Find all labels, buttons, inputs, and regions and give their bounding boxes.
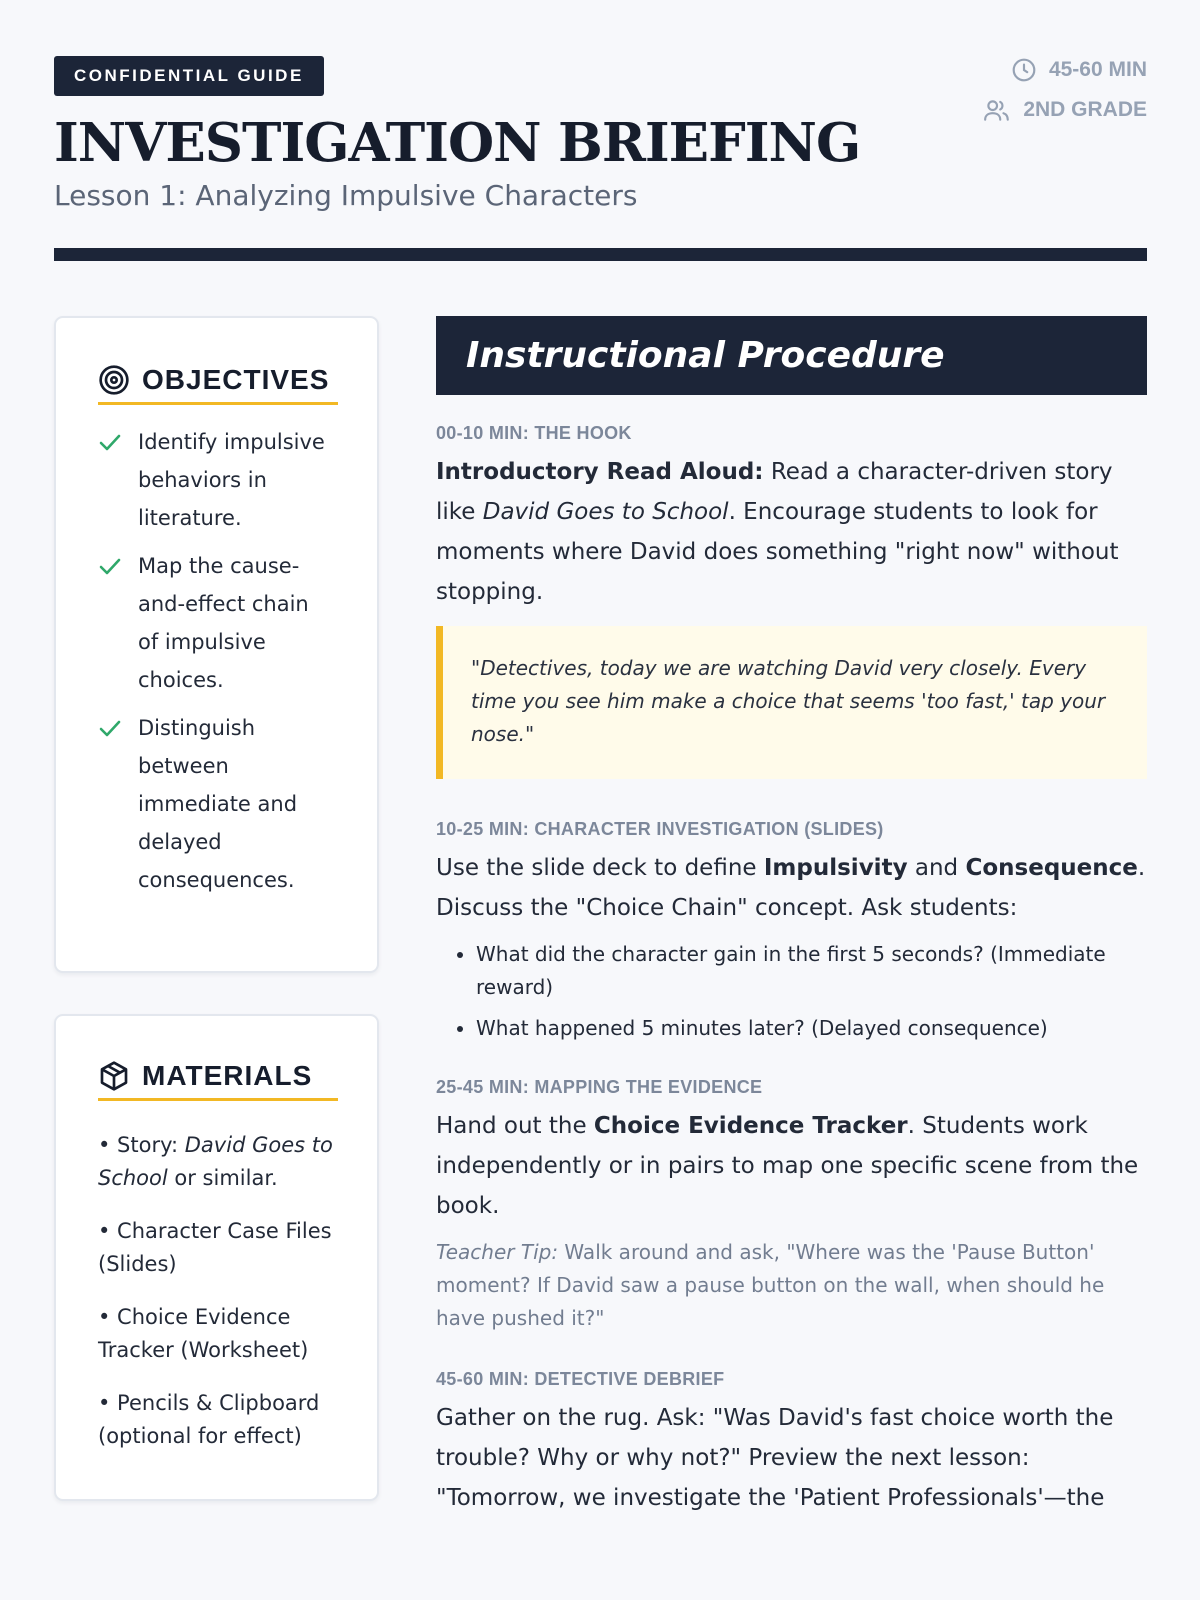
objective-item xyxy=(98,431,335,537)
grade-meta xyxy=(983,96,1147,136)
objectives-title: OBJECTIVES xyxy=(142,364,330,395)
objective-text: Identify impulsive behaviors in literature. xyxy=(138,430,325,530)
lesson-meta xyxy=(983,56,1147,136)
materials-list xyxy=(98,1129,335,1453)
grade-text: 2ND GRADE xyxy=(1023,98,1147,121)
materials-card xyxy=(54,1014,379,1501)
duration-text: 45-60 MIN xyxy=(1048,58,1147,81)
step-label: 45-60 MIN: DETECTIVE DEBRIEF xyxy=(436,1369,725,1389)
page-title: INVESTIGATION BRIEFING xyxy=(54,112,861,174)
objective-item xyxy=(98,717,335,899)
question-item: • What happened 5 minutes later? (Delayed consequence) xyxy=(476,1012,1147,1045)
objective-text: Distinguish between immediate and delayed consequences. xyxy=(138,716,298,892)
question-item: • What did the character gain in the first 5 seconds? (Immediate reward) xyxy=(476,938,1147,1004)
header-divider xyxy=(54,248,1147,261)
page xyxy=(54,56,1147,1511)
step-text: Gather on the rug. Ask: "Was David's fast choice worth the trouble? Why or why not?" Preview the next lesson: "Tomorrow, we investigate the 'Patient Professionals'—the xyxy=(436,1405,1114,1511)
page-subtitle: Lesson 1: Analyzing Impulsive Characters xyxy=(54,179,638,212)
confidential-badge: CONFIDENTIAL GUIDE xyxy=(54,56,324,96)
check-icon xyxy=(98,433,122,453)
procedure-section xyxy=(436,316,1147,1518)
target-icon xyxy=(98,364,130,396)
material-item: • Story: David Goes to School or similar. xyxy=(98,1133,333,1190)
question-list xyxy=(436,938,1147,1045)
step-label: 10-25 MIN: CHARACTER INVESTIGATION (SLIDES) xyxy=(436,819,884,839)
step-text: Use the slide deck to define Impulsivity and Consequence. Discuss the "Choice Chain" concept. Ask students: xyxy=(436,855,1146,921)
procedure-heading: Instructional Procedure xyxy=(436,316,1147,395)
check-icon xyxy=(98,557,122,577)
book-title: David Goes to School xyxy=(98,1133,333,1190)
package-icon xyxy=(98,1060,130,1092)
objectives-card xyxy=(54,316,379,973)
objective-text: Map the cause-and-effect chain of impulsive choices. xyxy=(138,554,309,692)
material-item: • Pencils & Clipboard (optional for effect) xyxy=(98,1391,320,1448)
material-item: • Choice Evidence Tracker (Worksheet) xyxy=(98,1305,309,1362)
step-text: Introductory Read Aloud: Read a character-driven story like David Goes to School. Encourage students to look for moments where David does something "right now" without stopping. xyxy=(436,459,1119,605)
check-icon xyxy=(98,719,122,739)
users-icon xyxy=(983,97,1011,123)
material-item: • Character Case Files (Slides) xyxy=(98,1219,332,1276)
materials-title: MATERIALS xyxy=(142,1060,313,1091)
objective-item xyxy=(98,555,335,699)
step-label: 00-10 MIN: THE HOOK xyxy=(436,423,632,443)
objectives-heading xyxy=(98,364,338,405)
clock-icon xyxy=(1011,57,1037,83)
objectives-list xyxy=(98,431,335,899)
step-label: 25-45 MIN: MAPPING THE EVIDENCE xyxy=(436,1077,763,1097)
materials-heading xyxy=(98,1060,338,1101)
duration-meta xyxy=(983,56,1147,96)
script-quote: "Detectives, today we are watching David very closely. Every time you see him make a choice that seems 'too fast,' tap your nose." xyxy=(436,626,1147,779)
step-text: Hand out the Choice Evidence Tracker. Students work independently or in pairs to map one specific scene from the book. xyxy=(436,1113,1139,1219)
teacher-tip: Teacher Tip: Walk around and ask, "Where was the 'Pause Button' moment? If David saw a pause button on the wall, when should he have pushed it?" xyxy=(436,1240,1105,1330)
